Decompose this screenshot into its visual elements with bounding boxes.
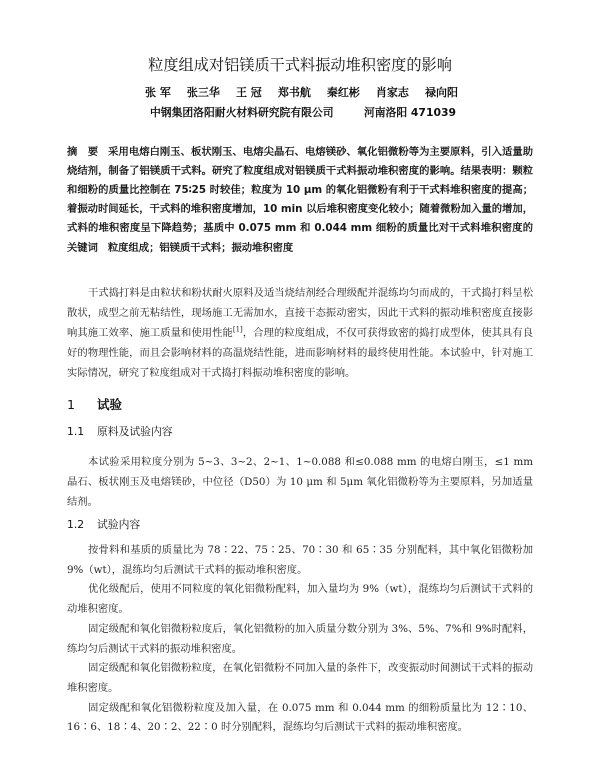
body-line: 16∶6、18∶4、20∶2、22∶0 时分别配料，混练均匀后测试干式料的振动堆积密度。 (67, 721, 469, 733)
body-line: 优化级配后，使用不同粒度的氧化铝微粉配料，加入量均为 9%（wt），混练均匀后测试干式料的 (88, 583, 533, 595)
body-line: 堆积密度。 (67, 682, 119, 694)
subsection-heading: 1.1 原料及试验内容 (67, 425, 173, 438)
keywords-text: 粒度组成；铝镁质干式料；振动堆积密度 (107, 242, 294, 254)
author: 张三华 (186, 86, 220, 99)
affiliation (150, 105, 456, 121)
abstract-line: 式料的堆积密度呈下降趋势；基质中 0.075 mm 和 0.044 mm 细粉的质量比对干式料堆积密度的 (67, 222, 533, 234)
body-line: 按骨料和基质的质量比为 78∶22、75∶25、70∶30 和 65∶35 分别配料，其中氧化铝微粉加 (88, 544, 533, 556)
abstract-label: 摘 要 (67, 146, 99, 158)
subsection-heading: 1.2 试验内容 (67, 518, 141, 531)
author: 秦红彬 (326, 86, 360, 99)
citation-ref: [1] (232, 325, 243, 334)
body-line: 固定级配和氧化铝微粉粒度后，氧化铝微粉的加入质量分数分别为 3%、5%、7%和 9%时配料， (88, 623, 533, 635)
author: 王 冠 (235, 86, 262, 99)
intro-line: 实际情况，研究了粒度组成对干式捣打料振动堆积密度的影响。 (67, 367, 356, 379)
author: 郑书航 (277, 86, 311, 99)
affiliation-institution: 中钢集团洛阳耐火材料研究院有限公司 (150, 106, 334, 119)
author: 肖家志 (375, 86, 409, 99)
paper-title: 粒度组成对铝镁质干式料振动堆积密度的影响 (148, 56, 452, 74)
abstract-line: 摘 要 采用电熔白刚玉、板状刚玉、电熔尖晶石、电熔镁砂、氧化铝微粉等为主要原料，引入适量助 (67, 146, 533, 158)
abstract-line: 和细粉的质量比控制在 75∶25 时较佳；粒度为 10 μm 的氧化铝微粉有利于干式料堆积密度的提高； (67, 184, 533, 196)
body-line: 9%（wt），混练均匀后测试干式料的振动堆积密度。 (67, 564, 308, 576)
body-line: 练均匀后测试干式料的振动堆积密度。 (67, 643, 243, 655)
intro-line: 响其施工效率、施工质量和使用性能[1]，合理的粒度组成，不仅可获得致密的捣打成型体，使其具有良 (67, 325, 533, 339)
author-list (145, 85, 458, 101)
author: 禄向阳 (424, 86, 458, 99)
intro-line: 干式捣打料是由粒状和粉状耐火原料及适当烧结剂经合理级配并混练均匀而成的，干式捣打料呈松 (88, 287, 533, 299)
keywords (67, 240, 533, 256)
body-line: 固定级配和氧化铝微粉粒度及加入量，在 0.075 mm 和 0.044 mm 的细粉质量比为 12∶10、 (88, 702, 533, 714)
affiliation-postcode: 471039 (410, 106, 456, 119)
body-line: 固定级配和氧化铝微粉粒度，在氧化铝微粉不同加入量的条件下，改变振动时间测试干式料的振动 (88, 662, 533, 674)
body-line: 本试验采用粒度分别为 5~3、3~2、2~1、1~0.088 和≤0.088 mm 的电熔白刚玉，≤1 mm (88, 456, 533, 468)
affiliation-location: 河南洛阳 (363, 106, 408, 119)
intro-line: 散状，成型之前无粘结性，现场施工无需加水，直接干态振动密实，因此干式料的振动堆积密度直接影 (67, 307, 533, 319)
body-line: 结剂。 (67, 496, 98, 508)
keywords-label: 关键词 (67, 242, 98, 254)
section-heading: 1 试验 (67, 397, 123, 412)
author: 张 军 (145, 86, 171, 99)
body-line: 晶石、板状刚玉及电熔镁砂，中位径（D50）为 10 μm 和 5μm 氧化铝微粉等为主要原料，另加适量 (67, 476, 533, 488)
body-line: 动堆积密度。 (67, 603, 129, 615)
abstract-line: 着振动时间延长，干式料的堆积密度增加，10 min 以后堆积密度变化较小；随着微粉加入量的增加， (67, 203, 533, 215)
abstract-line: 烧结剂，制备了铝镁质干式料。研究了粒度组成对铝镁质干式料振动堆积密度的影响。结果表明：颗粒 (67, 165, 533, 177)
intro-line: 好的物理性能，而且会影响材料的高温烧结性能，进而影响材料的最终使用性能。本试验中，针对施工 (67, 347, 533, 359)
